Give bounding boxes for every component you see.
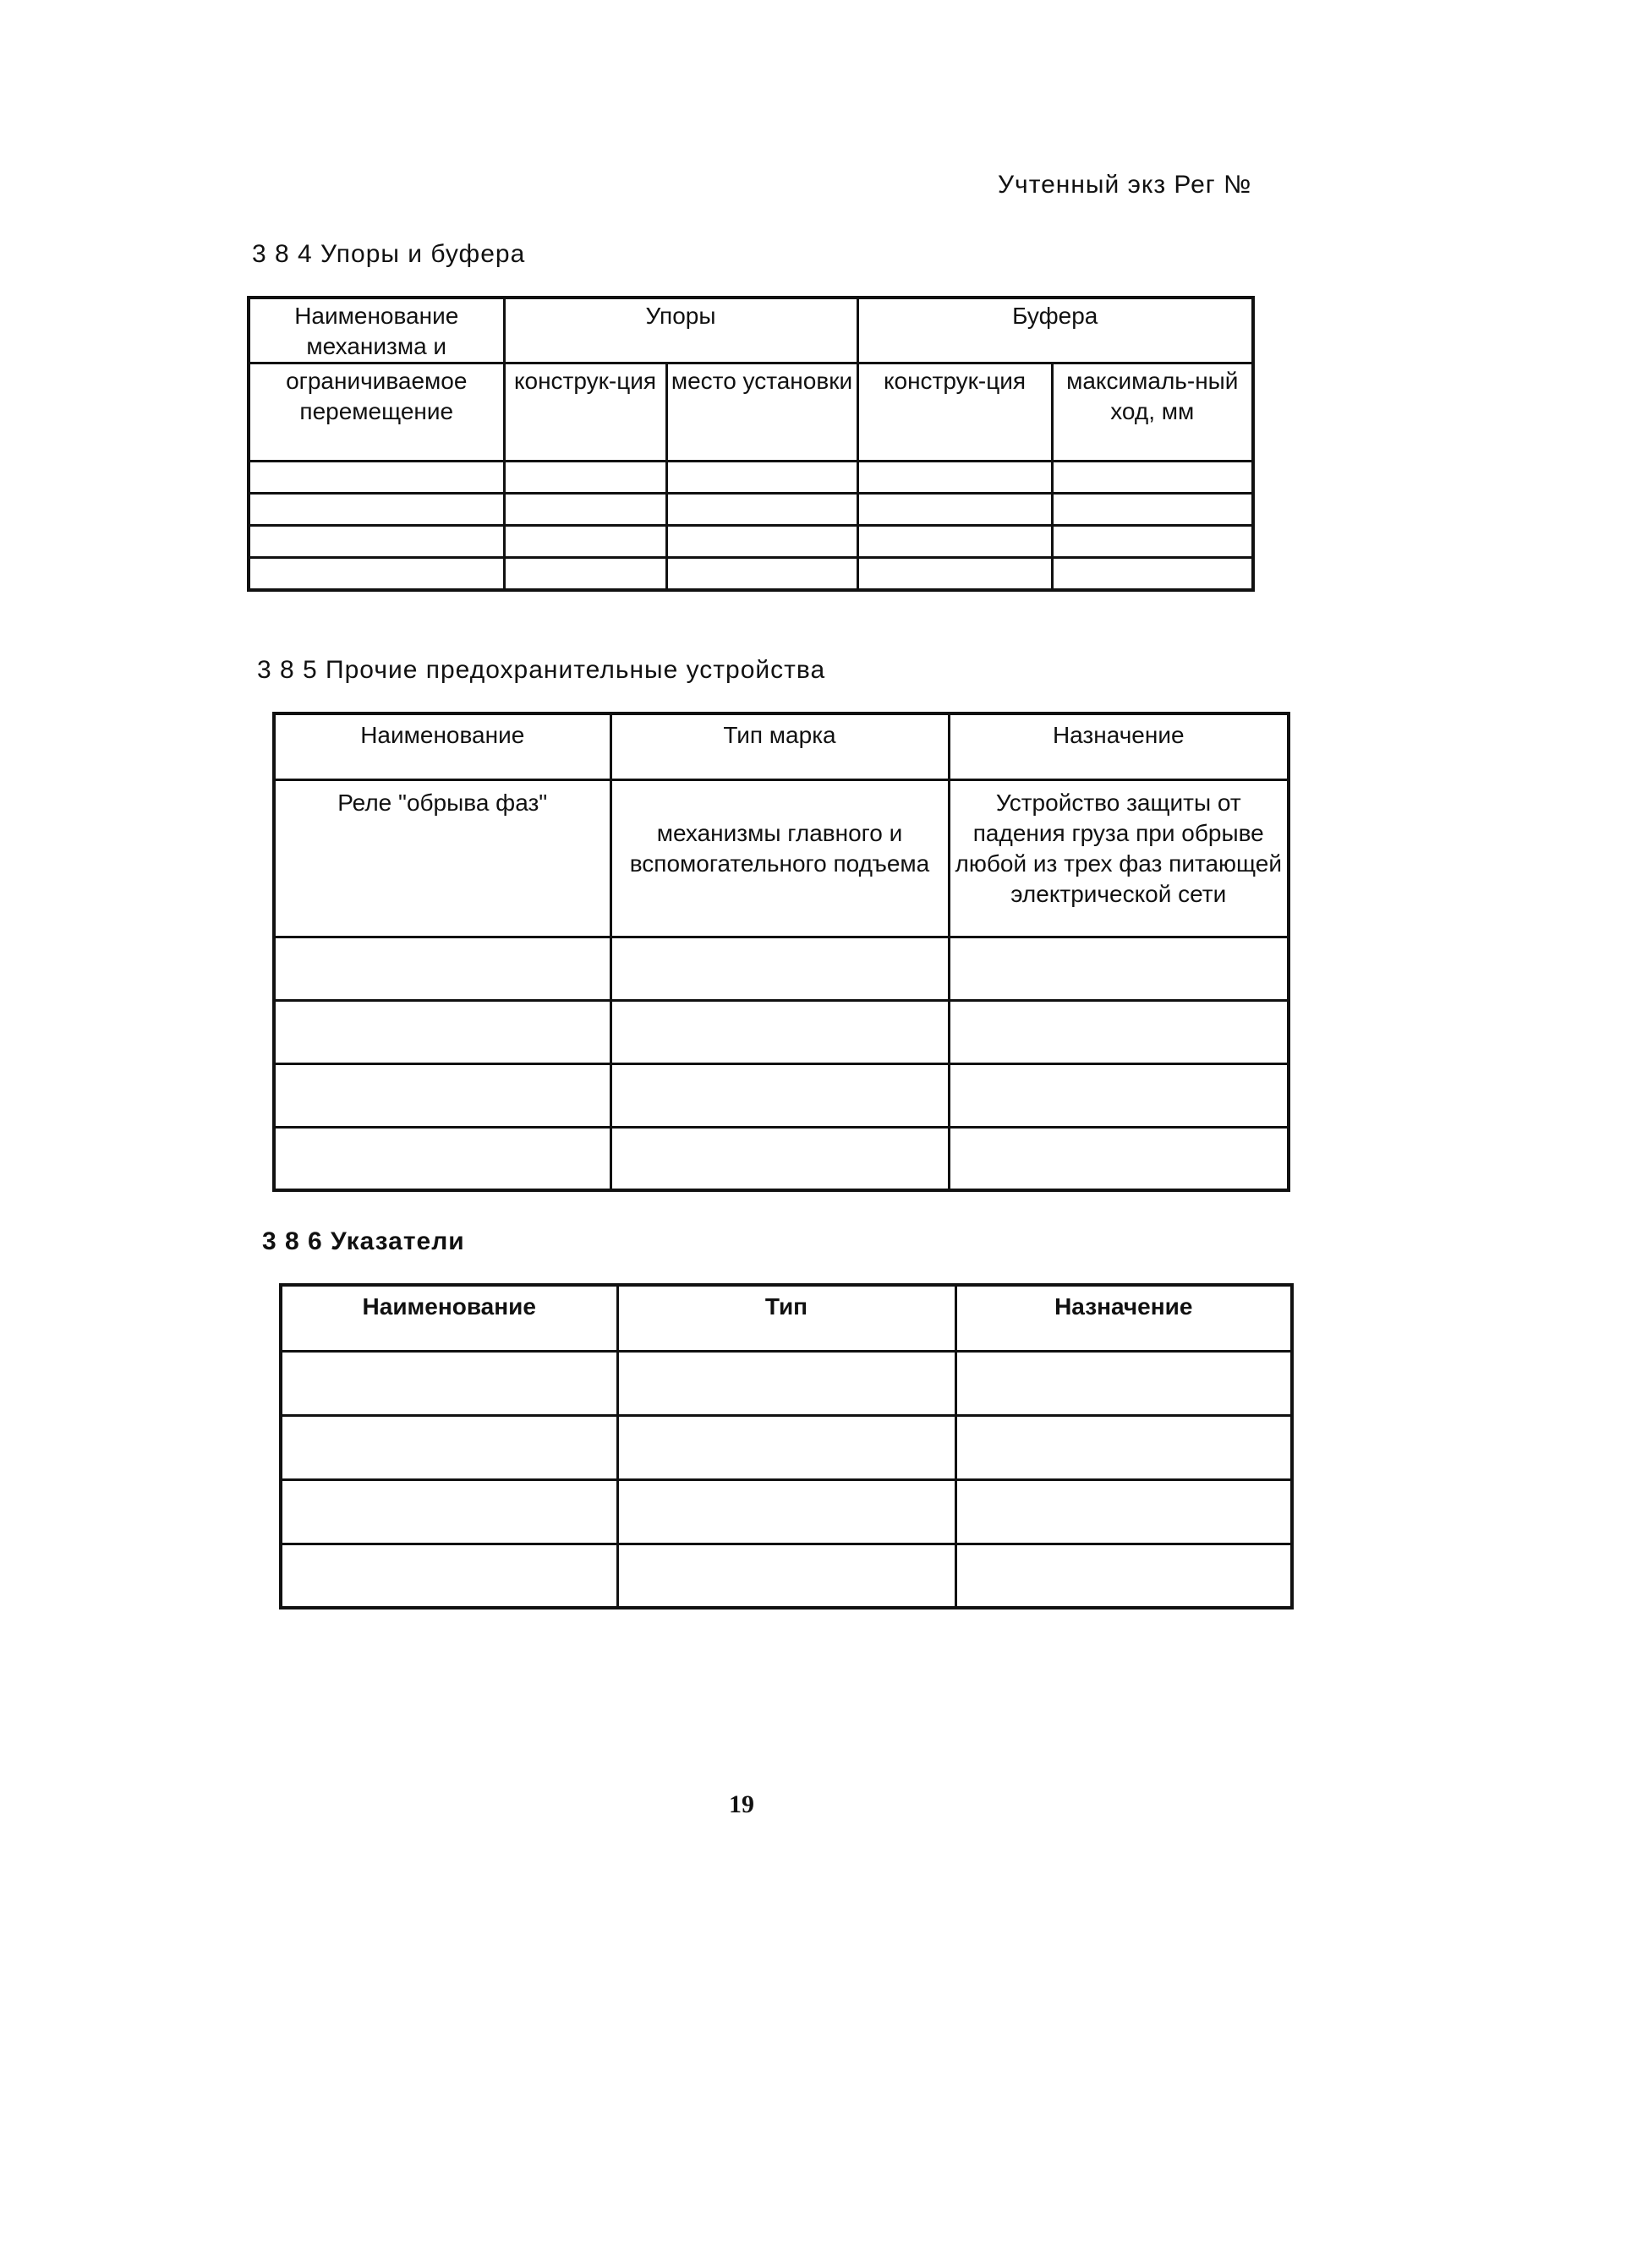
row-purpose: Устройство защиты от падения груза при обрыве любой из трех фаз питающей электрической сети: [949, 779, 1289, 937]
row-type: механизмы главного и вспомогательного подъема: [610, 779, 949, 937]
header-type-brand: Тип марка: [610, 713, 949, 779]
header-name: Наименование: [274, 713, 610, 779]
table-row: [281, 1351, 1292, 1415]
table-row: [249, 462, 1253, 494]
subheader-stop-place: место установки: [666, 363, 857, 462]
table-row: [274, 1000, 1289, 1063]
header-purpose: Назначение: [955, 1285, 1292, 1351]
header-name: Наименование: [281, 1285, 617, 1351]
section-title-stops: 3 8 4 Упоры и буфера: [252, 240, 526, 268]
table-row: [281, 1544, 1292, 1608]
subheader-stop-design: конструк-ция: [504, 363, 666, 462]
table-row: [249, 558, 1253, 590]
indicators-table: [279, 1283, 1294, 1609]
table-row: [274, 1063, 1289, 1127]
subheader-buffer-design: конструк-ция: [857, 363, 1052, 462]
page-number: 19: [729, 1790, 754, 1818]
subheader-buffer-travel: максималь-ный ход, мм: [1052, 363, 1253, 462]
section-title-safety-devices: 3 8 5 Прочие предохранительные устройства: [257, 656, 826, 684]
registration-label: Учтенный экз Рег №: [998, 171, 1252, 199]
table-row: [281, 1479, 1292, 1544]
table-row: [274, 1127, 1289, 1190]
header-buffers: Буфера: [857, 298, 1253, 363]
stops-buffers-table: [247, 296, 1255, 592]
header-stops: Упоры: [504, 298, 857, 363]
safety-devices-table: [272, 712, 1290, 1192]
table-row: [274, 937, 1289, 1000]
table-row: [249, 494, 1253, 526]
table-row: [274, 779, 1289, 937]
table-row: [249, 526, 1253, 558]
row-name: Реле "обрыва фаз": [274, 779, 610, 937]
header-mechanism-name-bottom: ограничиваемое перемещение: [249, 363, 504, 462]
header-purpose: Назначение: [949, 713, 1289, 779]
table-row: [281, 1415, 1292, 1479]
section-title-indicators: 3 8 6 Указатели: [262, 1227, 465, 1255]
header-mechanism-name-top: Наименование механизма и: [249, 298, 504, 363]
header-type: Тип: [617, 1285, 955, 1351]
